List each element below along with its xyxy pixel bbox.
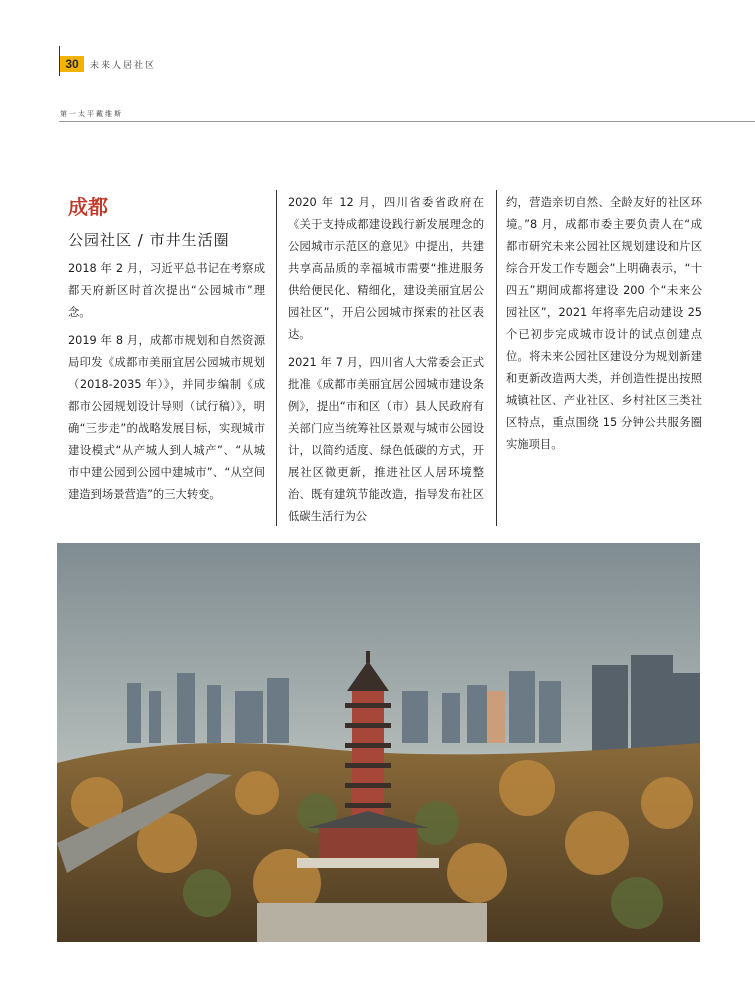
city-heading: 成都 — [68, 195, 108, 219]
paragraph: 2018 年 2 月，习近平总书记在考察成都天府新区时首次提出“公园城市”理念。 — [68, 262, 265, 319]
pagoda-park-photo — [57, 543, 700, 942]
paragraph: 约，营造亲切自然、全龄友好的社区环境。”8 月，成都市委主要负责人在“成都市研究未来公园社区规划建设和片区综合开发工作专题会”上明确表示，“十四五”期间成都将建设 200 个“未来公园社区”，2021 年将率先启动建设 25 个已初步完成城市设计的试点创建点位。将未来公园社区建设分为规划新建和更新改造两大类，并创造性提出按照城镇社区、产业社区、乡村社区三类社区特点，重点围绕 15 分钟公共服务圈实施项目。 — [506, 196, 702, 451]
column-divider — [496, 190, 497, 526]
article-subtitle: 公园社区 / 市井生活圈 — [68, 231, 230, 249]
paragraph: 2020 年 12 月，四川省委省政府在《关于支持成都建设践行新发展理念的公园城市示范区的意见》中提出，共建共享高品质的幸福城市需要“推进服务供给便民化、精细化，建设美丽宜居公园社区”，开启公园城市探索的社区表达。 — [288, 196, 484, 341]
paragraph: 2021 年 7 月，四川省人大常委会正式批准《成都市美丽宜居公园城市建设条例》，提出“市和区（市）县人民政府有关部门应当统筹社区景观与城市公园设计，以简约适度、绿色低碳的方式，开展社区微更新，推进社区人居环境整治、既有建筑节能改造，指导发布社区低碳生活行为公 — [288, 356, 484, 523]
magazine-title: 未来人居社区 — [90, 61, 157, 71]
article-column-3 — [506, 192, 702, 462]
column-divider — [276, 190, 277, 526]
article-column-2 — [288, 192, 484, 534]
header-divider — [59, 121, 755, 122]
page-number: 30 — [60, 56, 84, 72]
paragraph: 2019 年 8 月，成都市规划和自然资源局印发《成都市美丽宜居公园城市规划（2018-2035 年）》，并同步编制《成都市公园规划设计导则（试行稿）》，明确“三步走”的战略发展目标，实现城市建设模式“从产城人到人城产”、“从城市中建公园到公园中建城市”、“从空间建造到场景营造”的三大转变。 — [68, 334, 265, 501]
section-label: 第一太平戴维斯 — [60, 110, 123, 118]
article-column-1 — [68, 192, 265, 512]
